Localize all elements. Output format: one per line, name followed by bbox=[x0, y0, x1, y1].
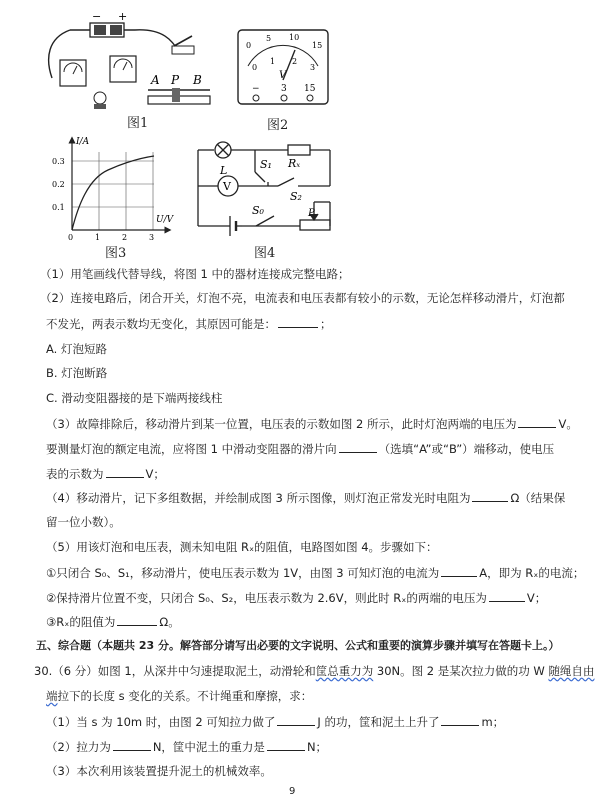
problem-30-line-1: 30.（6 分）如图 1，从深井中匀速提取泥土，动滑轮和筐总重力为 30N。图 2 是某次拉力做的功 W 随绳自由 bbox=[34, 664, 595, 678]
y-axis-label: I/A bbox=[76, 137, 90, 147]
s1-label: S₁ bbox=[260, 158, 272, 171]
figure-2-label: 图2 bbox=[267, 118, 289, 133]
p-label: P bbox=[308, 208, 315, 219]
question-2-line-1: （2）连接电路后，闭合开关，灯泡不亮，电流表和电压表都有较小的示数，无论怎样移动滑片，灯泡都 bbox=[40, 291, 565, 305]
figure-3-iu-graph bbox=[48, 134, 178, 242]
scale-top-5: 5 bbox=[266, 34, 272, 43]
answer-blank-q2[interactable] bbox=[278, 316, 318, 328]
x-tick-2: 2 bbox=[122, 233, 128, 242]
battery-minus-label: − bbox=[92, 10, 102, 23]
s2-label: S₂ bbox=[290, 190, 302, 203]
question-3-line-2: 要测量灯泡的额定电流，应将图 1 中滑动变阻器的滑片向 （选填“A”或“B”）端移动，使电压 bbox=[46, 442, 555, 456]
answer-blank-q3-voltage[interactable] bbox=[518, 416, 556, 428]
voltmeter-unit: V bbox=[279, 70, 287, 81]
figure-4-label: 图4 bbox=[254, 246, 276, 261]
page-number: 9 bbox=[289, 786, 296, 797]
answer-blank-step2[interactable] bbox=[489, 590, 525, 602]
figure-1-label: 图1 bbox=[127, 116, 149, 131]
answer-blank-step1[interactable] bbox=[441, 565, 477, 577]
rx-label: Rₓ bbox=[288, 157, 301, 170]
question-5: （5）用该灯泡和电压表，测未知电阻 Rₓ的阻值，电路图如图 4。步骤如下： bbox=[46, 540, 438, 554]
y-tick-0.1: 0.1 bbox=[52, 203, 65, 212]
question-3-line-3: 表的示数为 V； bbox=[46, 467, 165, 481]
answer-blank-30-weight[interactable] bbox=[267, 739, 305, 751]
problem-30-q1: （1）当 s 为 10m 时，由图 2 可知拉力做了 J 的功，筐和泥土上升了 m； bbox=[46, 715, 505, 729]
problem-30-q3: （3）本次利用该装置提升泥土的机械效率。 bbox=[46, 764, 272, 778]
question-1: （1）用笔画线代替导线，将图 1 中的器材连接成完整电路； bbox=[40, 267, 350, 281]
option-b: B. 灯泡断路 bbox=[46, 366, 108, 380]
figure-1-circuit bbox=[40, 8, 225, 120]
scale-bottom-2: 2 bbox=[292, 57, 298, 66]
option-c: C. 滑动变阻器接的是下端两接线柱 bbox=[46, 391, 223, 405]
problem-30-line-2: 端拉下的长度 s 变化的关系。不计绳重和摩擦，求： bbox=[46, 689, 313, 703]
scale-top-10: 10 bbox=[289, 33, 300, 42]
voltmeter-symbol: V bbox=[223, 180, 231, 193]
question-2-line-2: 不发光，两表示数均无变化，其原因可能是： ； bbox=[46, 317, 332, 331]
lamp-label: L bbox=[220, 164, 228, 177]
scale-top-0: 0 bbox=[246, 41, 252, 50]
step-3: ③Rₓ的阻值为 Ω。 bbox=[46, 615, 180, 629]
y-tick-0.3: 0.3 bbox=[52, 157, 65, 166]
question-4-line-2: 留一位小数）。 bbox=[46, 515, 121, 529]
scale-bottom-1: 1 bbox=[270, 57, 276, 66]
answer-blank-q4[interactable] bbox=[472, 490, 508, 502]
s0-label: S₀ bbox=[252, 204, 264, 217]
terminal-15: 15 bbox=[304, 84, 316, 94]
x-tick-0: 0 bbox=[68, 233, 74, 242]
rheostat-terminal-A: A bbox=[151, 73, 160, 87]
answer-blank-q3-direction[interactable] bbox=[339, 441, 377, 453]
step-1: ①只闭合 S₀、S₁，移动滑片，使电压表示数为 1V，由图 3 可知灯泡的电流为 A，即为 Rₓ的电流； bbox=[46, 566, 585, 580]
figure-3-label: 图3 bbox=[105, 246, 127, 261]
x-tick-1: 1 bbox=[95, 233, 101, 242]
step-2: ②保持滑片位置不变，只闭合 S₀、S₂，电压表示数为 2.6V，则此时 Rₓ的两端的电压为 V； bbox=[46, 591, 547, 605]
answer-blank-step3[interactable] bbox=[117, 614, 157, 626]
answer-blank-30-height[interactable] bbox=[441, 714, 479, 726]
x-tick-3: 3 bbox=[149, 233, 155, 242]
question-4-line-1: （4）移动滑片，记下多组数据，并绘制成图 3 所示图像，则灯泡正常发光时电阻为 Ω（结果保 bbox=[46, 491, 566, 505]
answer-blank-30-work[interactable] bbox=[277, 714, 315, 726]
scale-bottom-0: 0 bbox=[252, 63, 258, 72]
rheostat-terminal-P: P bbox=[171, 73, 180, 87]
scale-bottom-3: 3 bbox=[310, 63, 316, 72]
rheostat-terminal-B: B bbox=[193, 73, 202, 87]
option-a: A. 灯泡短路 bbox=[46, 342, 107, 356]
terminal-3: 3 bbox=[281, 84, 287, 94]
question-3-line-1: （3）故障排除后，移动滑片到某一位置，电压表的示数如图 2 所示，此时灯泡两端的电压为 V。 bbox=[46, 417, 578, 431]
figure-2-voltmeter bbox=[236, 28, 332, 108]
figure-4-circuit-diagram bbox=[190, 136, 340, 244]
terminal-minus: − bbox=[252, 84, 260, 94]
x-axis-label: U/V bbox=[156, 215, 174, 225]
y-tick-0.2: 0.2 bbox=[52, 180, 65, 189]
answer-blank-q3-target-voltage[interactable] bbox=[106, 466, 144, 478]
scale-top-15: 15 bbox=[312, 41, 323, 50]
section-heading: 五、综合题（本题共 23 分。解答部分请写出必要的文字说明、公式和重要的演算步骤并填写在答题卡上。） bbox=[36, 639, 560, 652]
answer-blank-30-force[interactable] bbox=[113, 739, 151, 751]
problem-30-q2: （2）拉力为 N，筐中泥土的重力是 N； bbox=[46, 740, 328, 754]
battery-plus-label: + bbox=[118, 10, 128, 23]
